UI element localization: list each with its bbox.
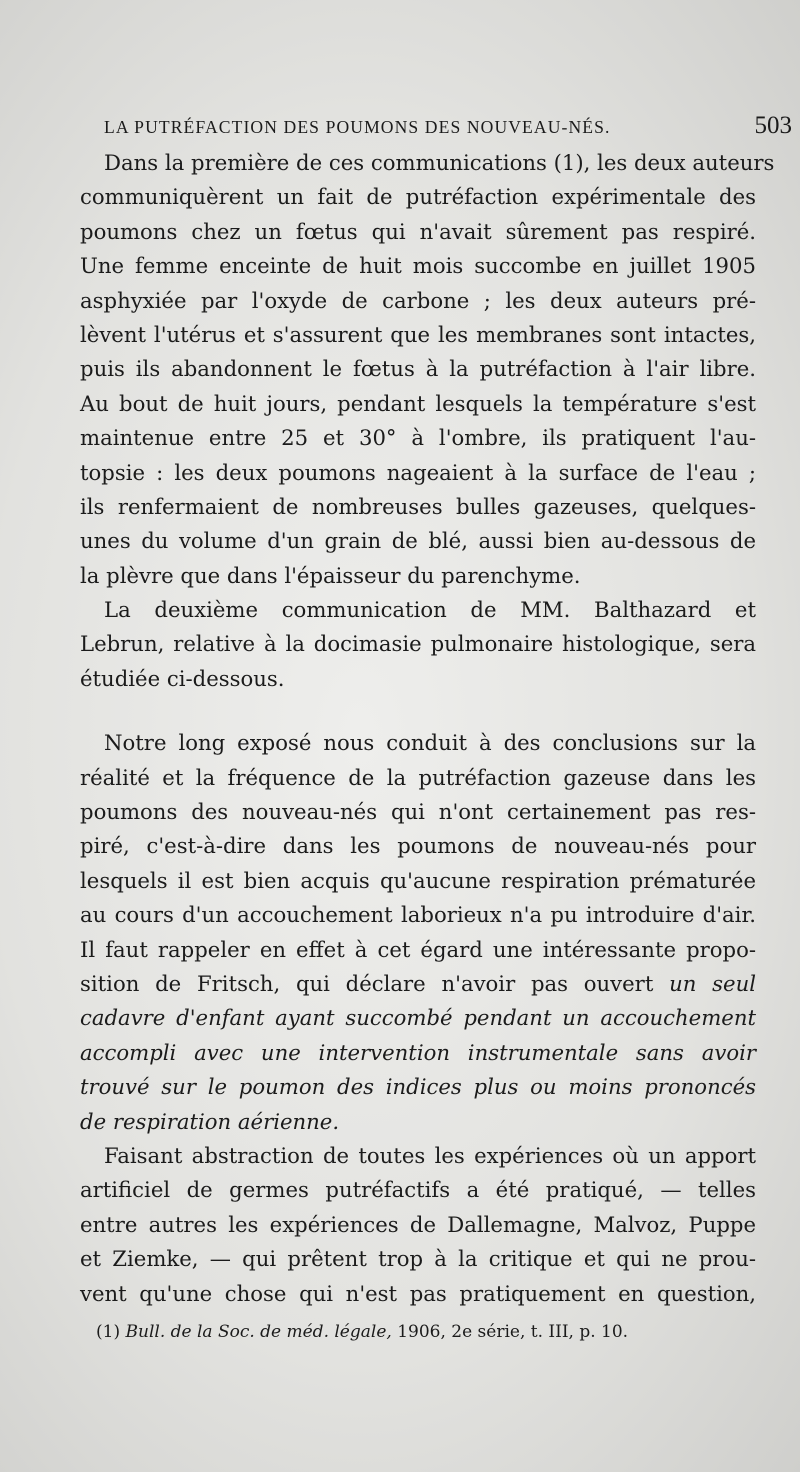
text-line: réalité et la fréquence de la putréfaction gazeuse dans les xyxy=(80,764,756,790)
text-line: poumons chez un fœtus qui n'avait sûrement pas respiré. xyxy=(80,218,756,244)
text-segment: sition de Fritsch, qui déclare n'avoir pas ouvert xyxy=(80,970,654,996)
text-line: étudiée ci-dessous. xyxy=(80,665,285,691)
footnote-marker: (1) xyxy=(96,1322,121,1342)
text-line: vent qu'une chose qui n'est pas pratiquement en question, xyxy=(80,1280,756,1306)
italic-line xyxy=(80,1105,756,1139)
italic-line xyxy=(80,1001,756,1035)
text-line: Il faut rappeler en effet à cet égard une intéressante propo- xyxy=(80,936,756,962)
text-line: ils renfermaient de nombreuses bulles gazeuses, quelques- xyxy=(80,493,756,519)
text-line: poumons des nouveau-nés qui n'ont certainement pas res- xyxy=(80,799,756,825)
italic-segment: trouvé sur le poumon des indices plus ou moins prononcés xyxy=(80,1074,756,1100)
footnote-journal: Bull. de la Soc. de méd. légale, xyxy=(125,1322,392,1342)
page-number: 503 xyxy=(754,112,792,139)
text-line: la plèvre que dans l'épaisseur du parenchyme. xyxy=(80,562,581,588)
text-line: communiquèrent un fait de putréfaction expérimentale des xyxy=(80,184,756,210)
text-line: Notre long exposé nous conduit à des conclusions sur la xyxy=(104,730,756,756)
text-line: au cours d'un accouchement laborieux n'a pu introduire d'air. xyxy=(80,902,756,928)
body-text xyxy=(80,146,775,1311)
text-line: puis ils abandonnent le fœtus à la putréfaction à l'air libre. xyxy=(80,356,756,382)
italic-line xyxy=(80,1070,756,1104)
italic-segment: un seul xyxy=(669,970,756,996)
text-line: La deuxième communication de MM. Balthazard et xyxy=(104,597,756,623)
text-line: et Ziemke, — qui prêtent trop à la critique et qui ne prou- xyxy=(80,1246,756,1272)
text-line: piré, c'est-à-dire dans les poumons de nouveau-nés pour xyxy=(80,833,756,859)
text-line: entre autres les expériences de Dallemagne, Malvoz, Puppe xyxy=(80,1211,756,1237)
text-line: unes du volume d'un grain de blé, aussi bien au-dessous de xyxy=(80,528,756,554)
text-line: Une femme enceinte de huit mois succombe en juillet 1905 xyxy=(80,253,756,279)
running-head xyxy=(104,112,792,140)
running-title: LA PUTRÉFACTION DES POUMONS DES NOUVEAU-NÉS. xyxy=(104,117,611,137)
text-line: asphyxiée par l'oxyde de carbone ; les deux auteurs pré- xyxy=(80,287,756,313)
section-gap xyxy=(80,696,756,726)
text-line-mixed xyxy=(80,967,756,1001)
footnote-citation: 1906, 2e série, t. III, p. 10. xyxy=(397,1322,629,1342)
text-line: Dans la première de ces communications (1), les deux auteurs xyxy=(104,150,775,175)
text-line: lesquels il est bien acquis qu'aucune respiration prématurée xyxy=(80,867,756,893)
text-line: lèvent l'utérus et s'assurent que les membranes sont intactes, xyxy=(80,321,756,347)
text-line: topsie : les deux poumons nageaient à la surface de l'eau ; xyxy=(80,459,756,485)
italic-segment: cadavre d'enfant ayant succombé pendant un accouchement xyxy=(80,1005,756,1031)
italic-segment: accompli avec une intervention instrumentale sans avoir xyxy=(80,1039,756,1065)
text-line: maintenue entre 25 et 30° à l'ombre, ils pratiquent l'au- xyxy=(80,425,756,451)
footnote xyxy=(96,1322,696,1342)
italic-segment: de respiration aérienne. xyxy=(80,1108,340,1134)
text-line: Au bout de huit jours, pendant lesquels la température s'est xyxy=(80,390,756,416)
text-line: artificiel de germes putréfactifs a été pratiqué, — telles xyxy=(80,1177,756,1203)
italic-line xyxy=(80,1036,756,1070)
text-line: Faisant abstraction de toutes les expériences où un apport xyxy=(104,1142,756,1168)
text-line: Lebrun, relative à la docimasie pulmonaire histologique, sera xyxy=(80,631,756,657)
